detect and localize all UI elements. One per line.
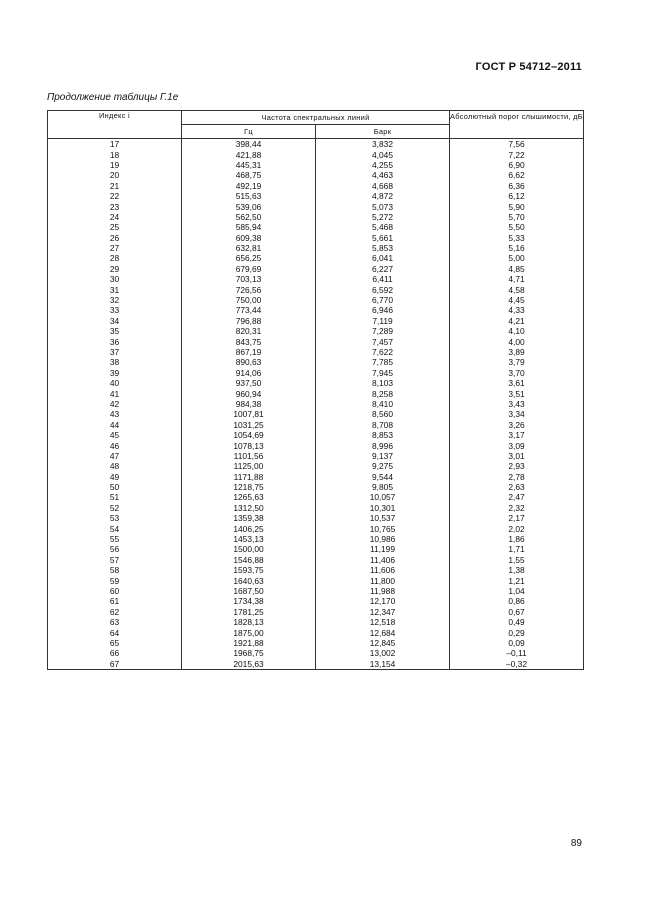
cell-threshold: 1,21 — [450, 575, 584, 585]
cell-bark: 11,988 — [316, 586, 450, 596]
cell-hz: 562,50 — [182, 212, 316, 222]
table-row — [48, 627, 584, 637]
cell-hz: 1031,25 — [182, 420, 316, 430]
cell-hz: 1054,69 — [182, 430, 316, 440]
cell-index: 34 — [48, 316, 182, 326]
cell-bark: 7,622 — [316, 347, 450, 357]
cell-hz: 1359,38 — [182, 513, 316, 523]
cell-hz: 796,88 — [182, 316, 316, 326]
cell-threshold: 5,70 — [450, 212, 584, 222]
cell-bark: 5,853 — [316, 243, 450, 253]
cell-threshold: 1,86 — [450, 534, 584, 544]
table-row — [48, 575, 584, 585]
table-row — [48, 264, 584, 274]
table-row — [48, 326, 584, 336]
table-row — [48, 222, 584, 232]
cell-hz: 1500,00 — [182, 544, 316, 554]
table-row — [48, 523, 584, 533]
cell-hz: 1921,88 — [182, 638, 316, 648]
cell-bark: 6,592 — [316, 284, 450, 294]
cell-index: 21 — [48, 181, 182, 191]
cell-bark: 7,457 — [316, 336, 450, 346]
table-row — [48, 181, 584, 191]
table-row — [48, 638, 584, 648]
table-row — [48, 305, 584, 315]
cell-hz: 1781,25 — [182, 607, 316, 617]
cell-bark: 4,255 — [316, 160, 450, 170]
cell-hz: 750,00 — [182, 295, 316, 305]
cell-index: 20 — [48, 170, 182, 180]
cell-threshold: 2,78 — [450, 472, 584, 482]
cell-bark: 8,103 — [316, 378, 450, 388]
cell-hz: 1546,88 — [182, 555, 316, 565]
cell-hz: 1007,81 — [182, 409, 316, 419]
cell-bark: 10,057 — [316, 492, 450, 502]
cell-threshold: 5,00 — [450, 253, 584, 263]
cell-hz: 1218,75 — [182, 482, 316, 492]
cell-hz: 890,63 — [182, 357, 316, 367]
table-row — [48, 492, 584, 502]
cell-threshold: 3,09 — [450, 440, 584, 450]
cell-bark: 13,002 — [316, 648, 450, 658]
table-row — [48, 513, 584, 523]
cell-threshold: 4,33 — [450, 305, 584, 315]
table-row — [48, 316, 584, 326]
cell-threshold: 4,85 — [450, 264, 584, 274]
cell-threshold: 3,17 — [450, 430, 584, 440]
cell-hz: 632,81 — [182, 243, 316, 253]
cell-index: 30 — [48, 274, 182, 284]
table-row — [48, 586, 584, 596]
cell-index: 48 — [48, 461, 182, 471]
header-hz: Гц — [182, 125, 316, 139]
cell-hz: 1265,63 — [182, 492, 316, 502]
cell-hz: 960,94 — [182, 388, 316, 398]
cell-bark: 6,411 — [316, 274, 450, 284]
table-row — [48, 357, 584, 367]
table-row — [48, 253, 584, 263]
cell-index: 66 — [48, 648, 182, 658]
cell-threshold: 2,93 — [450, 461, 584, 471]
cell-index: 52 — [48, 503, 182, 513]
cell-hz: 1687,50 — [182, 586, 316, 596]
cell-index: 53 — [48, 513, 182, 523]
cell-hz: 1312,50 — [182, 503, 316, 513]
cell-hz: 679,69 — [182, 264, 316, 274]
cell-index: 57 — [48, 555, 182, 565]
table-row — [48, 503, 584, 513]
table-row — [48, 451, 584, 461]
cell-index: 27 — [48, 243, 182, 253]
cell-index: 58 — [48, 565, 182, 575]
cell-hz: 726,56 — [182, 284, 316, 294]
cell-threshold: 4,21 — [450, 316, 584, 326]
cell-index: 63 — [48, 617, 182, 627]
table-row — [48, 284, 584, 294]
cell-bark: 11,406 — [316, 555, 450, 565]
cell-threshold: 5,16 — [450, 243, 584, 253]
cell-threshold: 3,89 — [450, 347, 584, 357]
cell-hz: 421,88 — [182, 149, 316, 159]
cell-threshold: 2,02 — [450, 523, 584, 533]
cell-bark: 7,119 — [316, 316, 450, 326]
cell-hz: 1406,25 — [182, 523, 316, 533]
table-row — [48, 388, 584, 398]
table-row — [48, 617, 584, 627]
cell-bark: 12,518 — [316, 617, 450, 627]
cell-index: 64 — [48, 627, 182, 637]
cell-bark: 8,996 — [316, 440, 450, 450]
cell-bark: 10,765 — [316, 523, 450, 533]
cell-threshold: 3,01 — [450, 451, 584, 461]
cell-threshold: 1,38 — [450, 565, 584, 575]
cell-index: 55 — [48, 534, 182, 544]
cell-bark: 4,668 — [316, 181, 450, 191]
cell-hz: 1125,00 — [182, 461, 316, 471]
cell-threshold: 7,56 — [450, 139, 584, 150]
cell-bark: 7,289 — [316, 326, 450, 336]
cell-bark: 12,170 — [316, 596, 450, 606]
table-row — [48, 430, 584, 440]
table-row — [48, 461, 584, 471]
cell-bark: 9,137 — [316, 451, 450, 461]
table-row — [48, 368, 584, 378]
table-row — [48, 544, 584, 554]
cell-index: 50 — [48, 482, 182, 492]
cell-bark: 4,045 — [316, 149, 450, 159]
table-row — [48, 347, 584, 357]
cell-index: 65 — [48, 638, 182, 648]
cell-threshold: 3,43 — [450, 399, 584, 409]
cell-bark: 5,272 — [316, 212, 450, 222]
header-bark: Барк — [316, 125, 450, 139]
cell-threshold: 4,00 — [450, 336, 584, 346]
cell-threshold: –0,11 — [450, 648, 584, 658]
cell-hz: 1875,00 — [182, 627, 316, 637]
table-header-row — [48, 111, 584, 125]
cell-threshold: 0,86 — [450, 596, 584, 606]
cell-threshold: 3,79 — [450, 357, 584, 367]
cell-bark: 9,275 — [316, 461, 450, 471]
cell-index: 47 — [48, 451, 182, 461]
cell-hz: 1101,56 — [182, 451, 316, 461]
table-row — [48, 409, 584, 419]
cell-index: 26 — [48, 233, 182, 243]
cell-bark: 7,945 — [316, 368, 450, 378]
cell-bark: 8,258 — [316, 388, 450, 398]
cell-hz: 468,75 — [182, 170, 316, 180]
table-row — [48, 659, 584, 670]
cell-threshold: 6,62 — [450, 170, 584, 180]
cell-threshold: 2,32 — [450, 503, 584, 513]
table-row — [48, 555, 584, 565]
cell-index: 31 — [48, 284, 182, 294]
cell-threshold: 2,17 — [450, 513, 584, 523]
cell-hz: 1968,75 — [182, 648, 316, 658]
table-row — [48, 420, 584, 430]
cell-hz: 609,38 — [182, 233, 316, 243]
cell-threshold: 4,71 — [450, 274, 584, 284]
cell-threshold: 2,63 — [450, 482, 584, 492]
cell-threshold: 0,29 — [450, 627, 584, 637]
cell-bark: 8,560 — [316, 409, 450, 419]
cell-threshold: 6,36 — [450, 181, 584, 191]
cell-threshold: 4,45 — [450, 295, 584, 305]
cell-bark: 6,041 — [316, 253, 450, 263]
cell-hz: 445,31 — [182, 160, 316, 170]
cell-index: 23 — [48, 201, 182, 211]
cell-threshold: 3,61 — [450, 378, 584, 388]
cell-index: 38 — [48, 357, 182, 367]
cell-threshold: 0,49 — [450, 617, 584, 627]
cell-index: 40 — [48, 378, 182, 388]
cell-bark: 9,544 — [316, 472, 450, 482]
cell-index: 67 — [48, 659, 182, 670]
table-row — [48, 648, 584, 658]
cell-bark: 6,946 — [316, 305, 450, 315]
cell-index: 37 — [48, 347, 182, 357]
cell-bark: 3,832 — [316, 139, 450, 150]
cell-threshold: 3,51 — [450, 388, 584, 398]
cell-index: 44 — [48, 420, 182, 430]
cell-bark: 12,845 — [316, 638, 450, 648]
cell-hz: 585,94 — [182, 222, 316, 232]
cell-index: 61 — [48, 596, 182, 606]
cell-index: 33 — [48, 305, 182, 315]
cell-bark: 4,872 — [316, 191, 450, 201]
table-row — [48, 534, 584, 544]
cell-index: 54 — [48, 523, 182, 533]
cell-threshold: 6,12 — [450, 191, 584, 201]
cell-bark: 9,805 — [316, 482, 450, 492]
cell-bark: 6,227 — [316, 264, 450, 274]
cell-index: 19 — [48, 160, 182, 170]
table-row — [48, 201, 584, 211]
cell-threshold: 1,04 — [450, 586, 584, 596]
cell-threshold: 0,67 — [450, 607, 584, 617]
table-row — [48, 233, 584, 243]
cell-bark: 12,684 — [316, 627, 450, 637]
cell-hz: 914,06 — [182, 368, 316, 378]
cell-bark: 5,661 — [316, 233, 450, 243]
table-row — [48, 607, 584, 617]
cell-index: 60 — [48, 586, 182, 596]
cell-index: 39 — [48, 368, 182, 378]
cell-threshold: 0,09 — [450, 638, 584, 648]
cell-hz: 820,31 — [182, 326, 316, 336]
cell-index: 62 — [48, 607, 182, 617]
cell-hz: 1453,13 — [182, 534, 316, 544]
table-row — [48, 274, 584, 284]
cell-index: 25 — [48, 222, 182, 232]
cell-bark: 5,468 — [316, 222, 450, 232]
cell-index: 56 — [48, 544, 182, 554]
cell-threshold: 4,58 — [450, 284, 584, 294]
cell-index: 35 — [48, 326, 182, 336]
table-row — [48, 378, 584, 388]
cell-hz: 773,44 — [182, 305, 316, 315]
cell-bark: 8,708 — [316, 420, 450, 430]
cell-bark: 4,463 — [316, 170, 450, 180]
table-row — [48, 212, 584, 222]
cell-bark: 7,785 — [316, 357, 450, 367]
cell-threshold: 1,55 — [450, 555, 584, 565]
cell-hz: 492,19 — [182, 181, 316, 191]
cell-hz: 539,06 — [182, 201, 316, 211]
cell-hz: 656,25 — [182, 253, 316, 263]
cell-index: 51 — [48, 492, 182, 502]
cell-index: 29 — [48, 264, 182, 274]
cell-threshold: –0,32 — [450, 659, 584, 670]
cell-hz: 843,75 — [182, 336, 316, 346]
cell-index: 41 — [48, 388, 182, 398]
cell-hz: 984,38 — [182, 399, 316, 409]
cell-hz: 703,13 — [182, 274, 316, 284]
cell-index: 18 — [48, 149, 182, 159]
cell-hz: 1734,38 — [182, 596, 316, 606]
table-row — [48, 472, 584, 482]
table-row — [48, 243, 584, 253]
cell-hz: 1078,13 — [182, 440, 316, 450]
cell-threshold: 3,26 — [450, 420, 584, 430]
cell-bark: 12,347 — [316, 607, 450, 617]
cell-bark: 8,410 — [316, 399, 450, 409]
table-row — [48, 440, 584, 450]
table-row — [48, 160, 584, 170]
cell-threshold: 5,33 — [450, 233, 584, 243]
cell-threshold: 4,10 — [450, 326, 584, 336]
cell-hz: 515,63 — [182, 191, 316, 201]
cell-index: 32 — [48, 295, 182, 305]
header-index: Индекс i — [48, 111, 182, 139]
cell-hz: 398,44 — [182, 139, 316, 150]
cell-threshold: 2,47 — [450, 492, 584, 502]
table-body — [48, 139, 584, 670]
cell-hz: 1593,75 — [182, 565, 316, 575]
cell-threshold: 3,70 — [450, 368, 584, 378]
cell-bark: 6,770 — [316, 295, 450, 305]
cell-hz: 1640,63 — [182, 575, 316, 585]
cell-bark: 10,986 — [316, 534, 450, 544]
cell-bark: 8,853 — [316, 430, 450, 440]
cell-hz: 937,50 — [182, 378, 316, 388]
cell-index: 59 — [48, 575, 182, 585]
cell-bark: 11,800 — [316, 575, 450, 585]
cell-hz: 867,19 — [182, 347, 316, 357]
cell-index: 22 — [48, 191, 182, 201]
cell-bark: 11,606 — [316, 565, 450, 575]
table-row — [48, 170, 584, 180]
cell-index: 46 — [48, 440, 182, 450]
cell-index: 42 — [48, 399, 182, 409]
cell-hz: 1171,88 — [182, 472, 316, 482]
table-row — [48, 336, 584, 346]
table-caption: Продолжение таблицы Г.1е — [47, 92, 179, 103]
header-frequency-group: Частота спектральных линий — [182, 111, 450, 125]
table-row — [48, 191, 584, 201]
cell-index: 49 — [48, 472, 182, 482]
cell-bark: 11,199 — [316, 544, 450, 554]
cell-bark: 10,301 — [316, 503, 450, 513]
cell-index: 24 — [48, 212, 182, 222]
document-code: ГОСТ Р 54712–2011 — [475, 61, 582, 73]
cell-bark: 13,154 — [316, 659, 450, 670]
cell-threshold: 5,90 — [450, 201, 584, 211]
table-row — [48, 596, 584, 606]
cell-bark: 10,537 — [316, 513, 450, 523]
frequency-table — [47, 110, 584, 670]
page-number: 89 — [570, 838, 582, 849]
cell-threshold: 5,50 — [450, 222, 584, 232]
cell-hz: 1828,13 — [182, 617, 316, 627]
cell-threshold: 6,90 — [450, 160, 584, 170]
table-row — [48, 565, 584, 575]
cell-index: 36 — [48, 336, 182, 346]
table-row — [48, 295, 584, 305]
table-row — [48, 149, 584, 159]
header-threshold: Абсолютный порог слышимости, дБ — [450, 111, 584, 139]
cell-threshold: 3,34 — [450, 409, 584, 419]
table-row — [48, 399, 584, 409]
cell-index: 28 — [48, 253, 182, 263]
cell-index: 45 — [48, 430, 182, 440]
cell-index: 17 — [48, 139, 182, 150]
cell-bark: 5,073 — [316, 201, 450, 211]
cell-index: 43 — [48, 409, 182, 419]
table-row — [48, 482, 584, 492]
cell-threshold: 7,22 — [450, 149, 584, 159]
table-row — [48, 139, 584, 150]
cell-threshold: 1,71 — [450, 544, 584, 554]
cell-hz: 2015,63 — [182, 659, 316, 670]
